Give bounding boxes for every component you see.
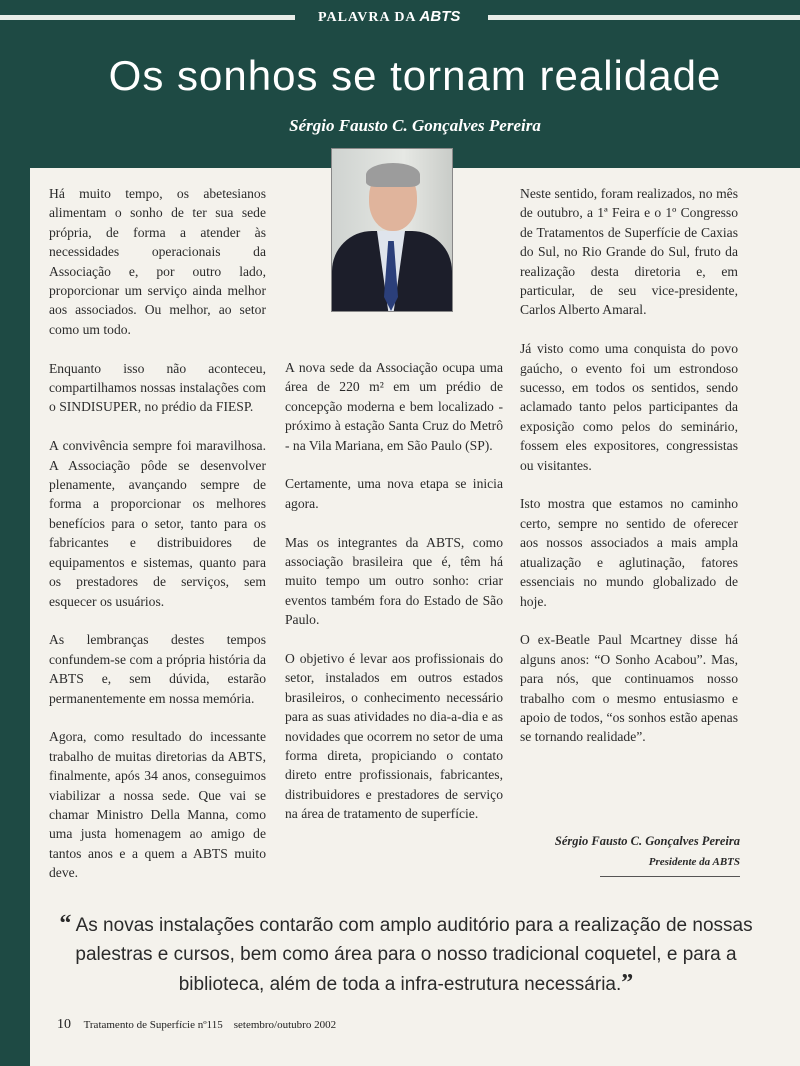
pull-quote-text: As novas instalações contarão com amplo auditório para a realização de nossas palestras e cursos, bem como área para o nosso tradicional coquetel, e para a biblioteca, além de toda a infra-estrutura necessária. (75, 915, 753, 995)
abts-logo: ABTS (419, 8, 461, 25)
signature-role: Presidente da ABTS (648, 856, 740, 868)
section-label (318, 8, 488, 26)
author-portrait-photo (331, 148, 453, 312)
paragraph: Agora, como resultado do incessante trabalho de muitas diretorias da ABTS, finalmente, após 34 anos, conseguimos viabilizar a nossa sede. Que vai se chamar Ministro Della Manna, como uma justa homenagem ao amigo de tantos anos e a quem a ABTS muito deve. (49, 729, 266, 881)
paragraph: A nova sede da Associação ocupa uma área de 220 m² em um prédio de concepção moderna e bem localizado - próximo à estação Santa Cruz do Metrô - na Vila Mariana, em São Paulo (SP). (285, 360, 503, 453)
article-title: Os sonhos se tornam realidade (108, 52, 722, 99)
article-column-2 (285, 358, 503, 843)
paragraph: Mas os integrantes da ABTS, como associação brasileira que é, têm há muito tempo um outro sonho: criar eventos também fora do Estado de São Paulo. (285, 534, 503, 628)
paragraph: As lembranças destes tempos confundem-se com a própria história da ABTS e, sem dúvida, estarão permanentemente em nossa memória. (49, 632, 266, 706)
section-label-text: PALAVRA DA (318, 10, 417, 25)
left-margin-band (0, 0, 30, 1066)
page-number: 10 (57, 1017, 71, 1032)
publication-name: Tratamento de Superfície nº115 (83, 1019, 223, 1031)
open-quote-mark: “ (59, 911, 72, 937)
close-quote-mark: ” (621, 970, 634, 996)
paragraph: Certamente, uma nova etapa se inicia agora. (285, 476, 503, 511)
header-rule-right (488, 15, 800, 20)
article-column-3 (520, 184, 738, 766)
portrait-hair (366, 163, 420, 187)
paragraph: Já visto como uma conquista do povo gaúcho, o evento foi um estrondoso sucesso, em todos os sentidos, sendo aclamado tanto pelos participantes da exposição como pelos do seminário, fossem eles expositores, congressistas ou visitantes. (520, 341, 738, 473)
paragraph: Enquanto isso não aconteceu, compartilhamos nossas instalações com o SINDISUPER, no prédio da FIESP. (49, 360, 266, 415)
article-byline: Sérgio Fausto C. Gonçalves Pereira (289, 116, 541, 135)
page-footer (57, 1017, 336, 1033)
paragraph: Há muito tempo, os abetesianos alimentam o sonho de ter sua sede própria, de forma a atender às necessidades operacionais da Associação e, por outro lado, proporcionar um serviço ainda melhor aos associados. Ou melhor, ao setor como um todo. (49, 186, 266, 337)
paragraph: Neste sentido, foram realizados, no mês de outubro, a 1ª Feira e o 1º Congresso de Tratamentos de Superfície de Caxias do Sul, no Rio Grande do Sul, fruto da realização desta diretoria e, em particular, de seu vice-presidente, Carlos Alberto Amaral. (520, 186, 738, 318)
paragraph: O objetivo é levar aos profissionais do setor, instalados em outros estados brasileiros, o conhecimento necessário para as suas atividades no dia-a-dia e as novidades que ocorrem no setor de uma forma direta, propiciando o contato direto entre profissionais, fabricantes, distribuidores e prestadores de serviço na área de tratamento de superfície. (285, 651, 503, 822)
signature-rule (600, 876, 740, 877)
paragraph: A convivência sempre foi maravilhosa. A Associação pôde se desenvolver plenamente, avançando sempre de forma a proporcionar os melhores benefícios para o setor, tanto para os fabricantes e distribuidores de equipamentos e sistemas, quanto para os prestadores de serviços, sem esquecer os usuários. (49, 438, 266, 609)
pull-quote (56, 910, 756, 999)
article-column-1 (49, 184, 266, 902)
paragraph: Isto mostra que estamos no caminho certo, sempre no sentido de oferecer aos nossos associados a mais ampla atualização e aglutinação, fatores essenciais no mundo globalizado de hoje. (520, 496, 738, 609)
header-rule-left (0, 15, 295, 20)
issue-date: setembro/outubro 2002 (233, 1019, 337, 1031)
signature-name: Sérgio Fausto C. Gonçalves Pereira (554, 834, 740, 848)
paragraph: O ex-Beatle Paul Mcartney disse há alguns anos: “O Sonho Acabou”. Mas, para nós, que continuamos nosso trabalho com o mesmo entusiasmo e apoio de todos, “os sonhos estão apenas se tornando realidade”. (520, 632, 738, 745)
